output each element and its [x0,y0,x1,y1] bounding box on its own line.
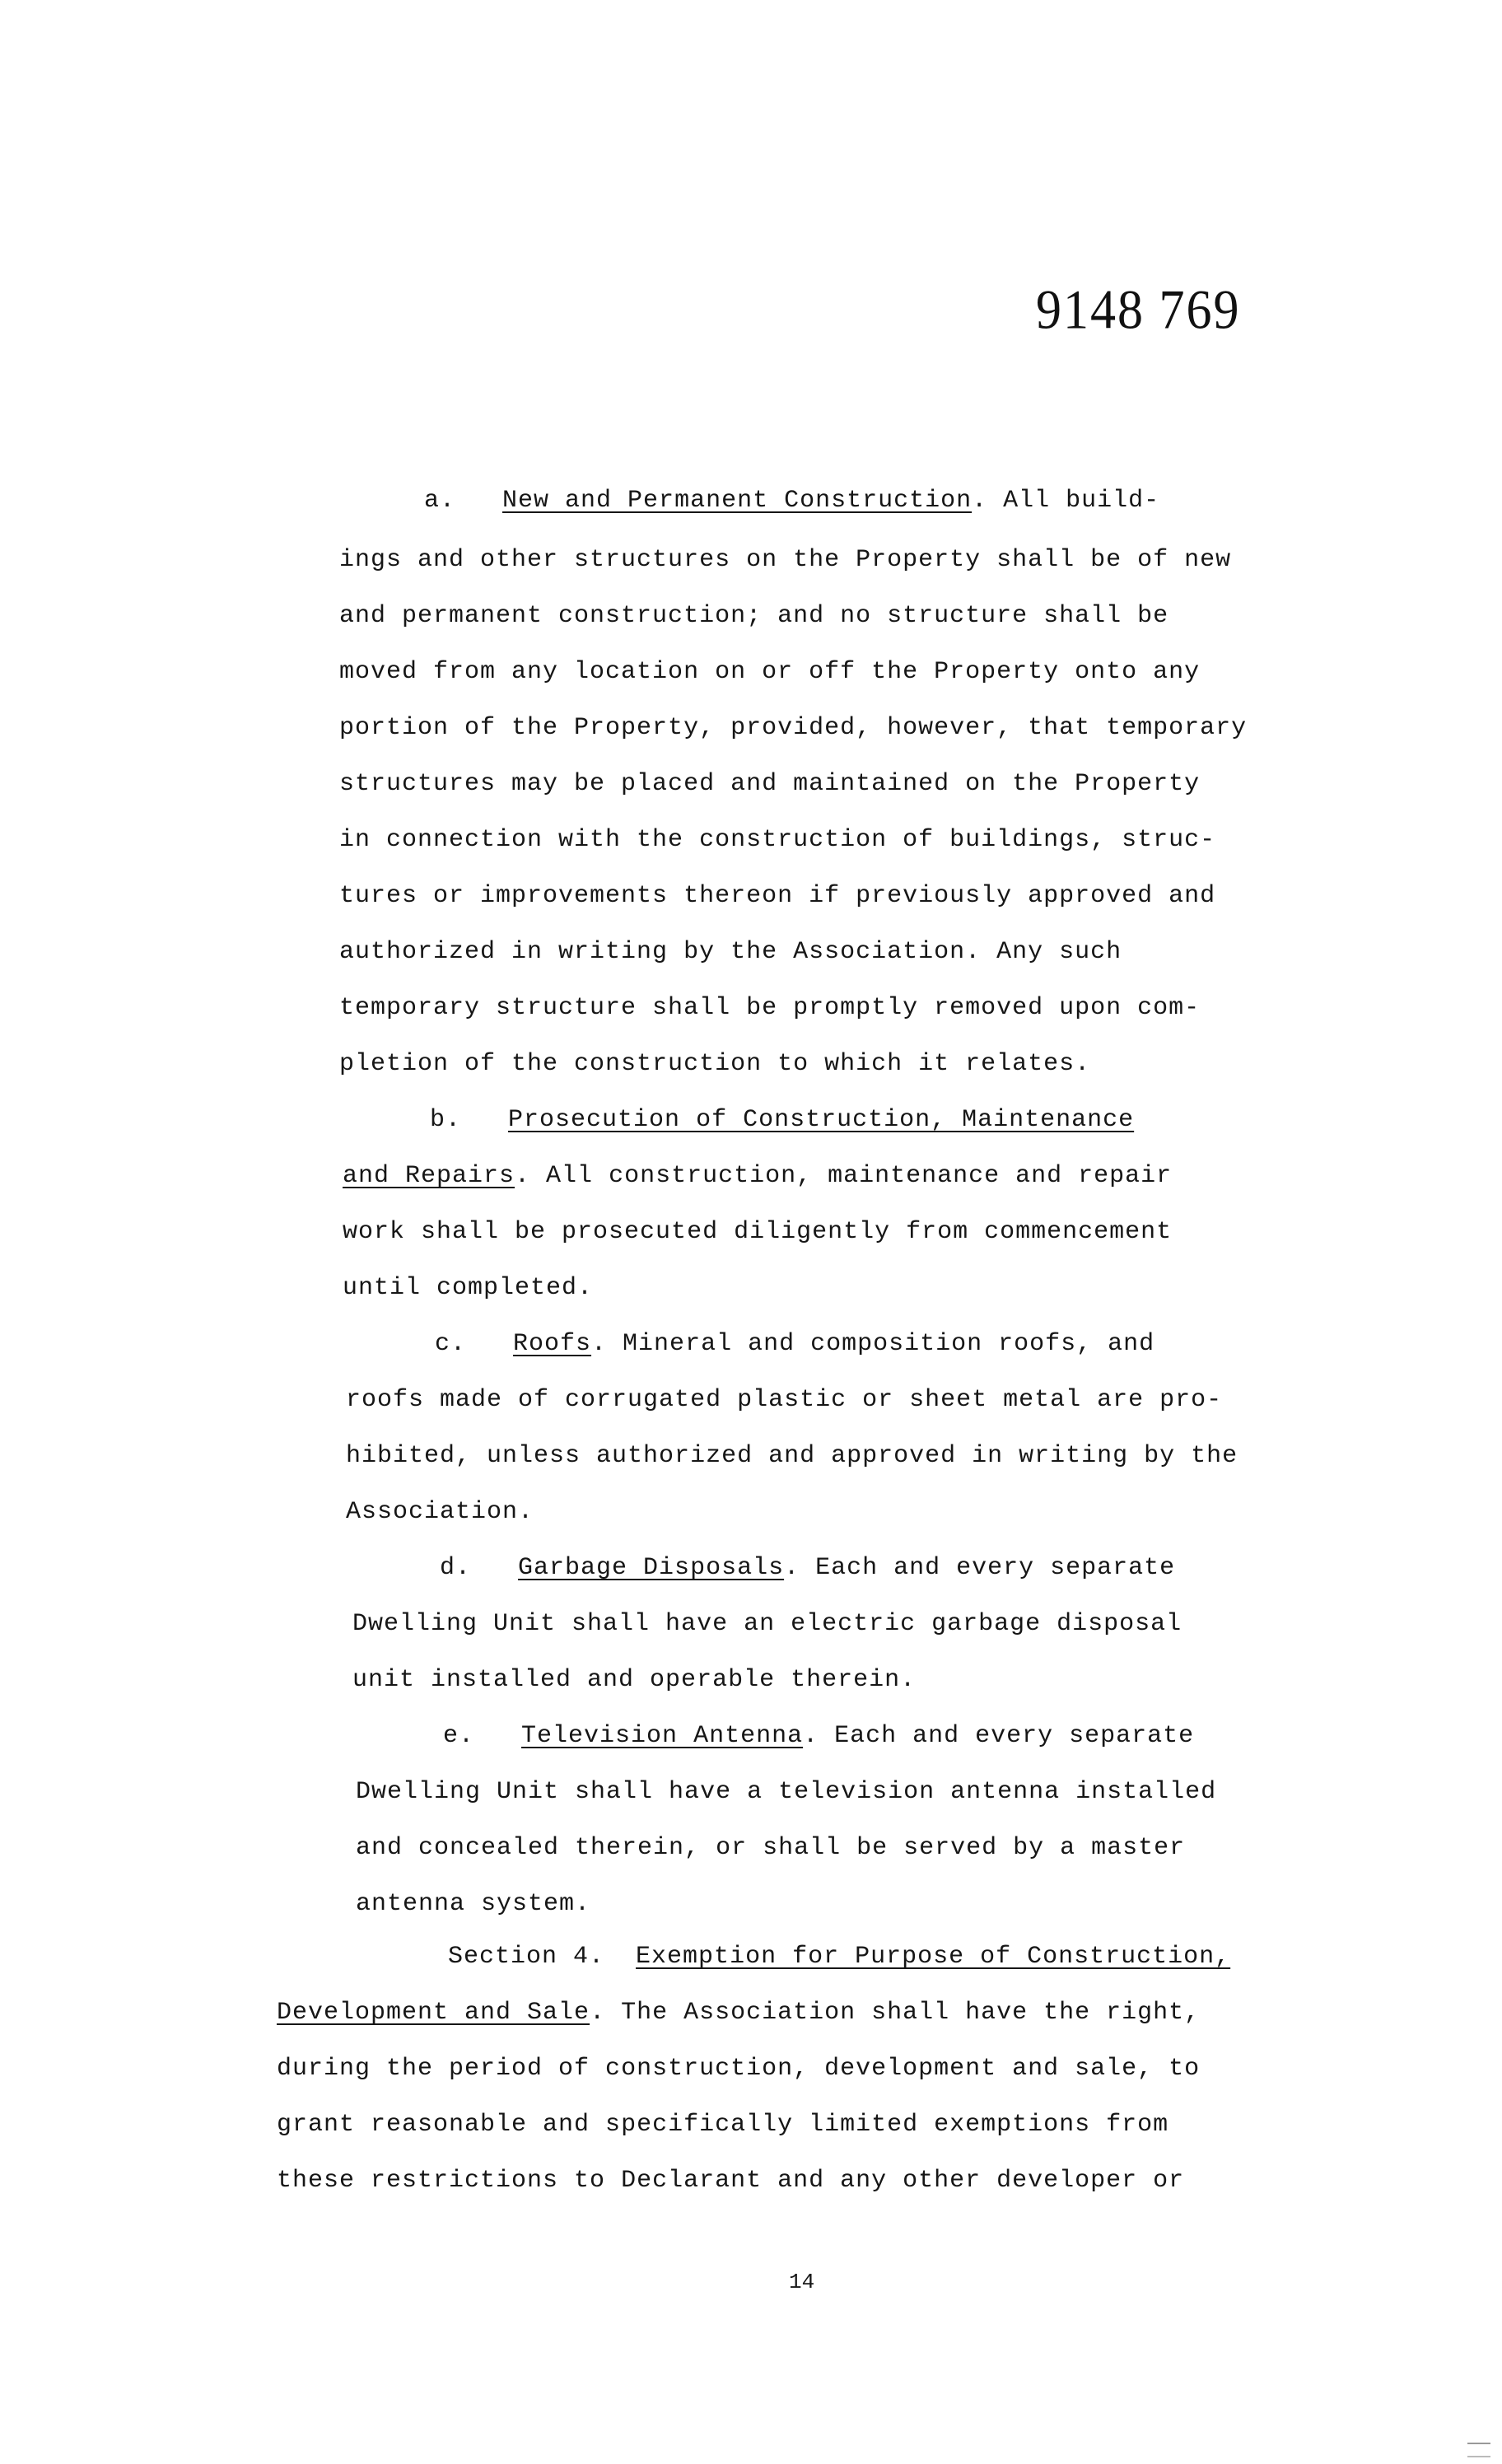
paragraph-a-marker: a. [424,487,456,515]
paragraph-d-line: Dwelling Unit shall have an electric garbage disposal [352,1610,1182,1638]
paragraph-e-first-line [443,1720,1194,1752]
paragraph-a-line: structures may be placed and maintained on the Property [339,770,1201,798]
paragraph-a-heading: New and Permanent Construction [502,487,973,515]
section-4-line: during the period of construction, development and sale, to [277,2055,1201,2083]
section-4-first-line [448,1940,1230,1973]
paragraph-a-line: ings and other structures on the Property shall be of new [339,546,1232,574]
paragraph-e-first-line-text: . Each and every separate [803,1722,1195,1750]
paragraph-c-line: Association. [346,1498,534,1526]
section-4-line: these restrictions to Declarant and any other developer or [277,2167,1185,2195]
paragraph-e-line: antenna system. [356,1890,591,1918]
paragraph-b-second-line-text: . All construction, maintenance and repair [515,1162,1173,1190]
paragraph-d-line: unit installed and operable therein. [352,1666,917,1694]
paragraph-c-first-line [435,1328,1154,1360]
paragraph-a-line: temporary structure shall be promptly removed upon com- [339,994,1201,1022]
paragraph-e-marker: e. [443,1722,475,1750]
section-4-heading: Exemption for Purpose of Construction, [636,1943,1231,1971]
paragraph-a-line: moved from any location on or off the Property onto any [339,658,1201,686]
paragraph-e-heading: Television Antenna [521,1722,804,1750]
section-4-line: grant reasonable and specifically limited exemptions from [277,2111,1169,2139]
paragraph-c-line: roofs made of corrugated plastic or sheet metal are pro- [346,1386,1223,1414]
paragraph-b-line: until completed. [343,1274,594,1302]
page-number: 14 [789,2270,815,2294]
paragraph-b-heading: Prosecution of Construction, Maintenance [508,1106,1135,1134]
paragraph-a-first-line-text: . All build- [972,487,1160,515]
paragraph-d-marker: d. [440,1554,472,1582]
section-4-second-line [277,1996,1200,2029]
paragraph-b-second-line [343,1160,1172,1192]
paragraph-c-line: hibited, unless authorized and approved in writing by the [346,1442,1238,1470]
paragraph-b-marker: b. [430,1106,462,1134]
paragraph-c-marker: c. [435,1330,467,1358]
section-4-heading-continued: Development and Sale [277,1999,590,2027]
paragraph-d-first-line-text: . Each and every separate [784,1554,1176,1582]
corner-scan-mark [1467,2443,1490,2457]
paragraph-d-first-line [440,1552,1175,1584]
recording-stamp: 9148 769 [1036,279,1241,341]
paragraph-a-line: pletion of the construction to which it relates. [339,1050,1091,1078]
paragraph-a-first-line [424,484,1159,517]
paragraph-d-heading: Garbage Disposals [518,1554,785,1582]
paragraph-e-line: Dwelling Unit shall have a television antenna installed [356,1778,1217,1806]
section-4-label: Section 4. [448,1943,605,1971]
paragraph-c-first-line-text: . Mineral and composition roofs, and [591,1330,1155,1358]
paragraph-a-line: and permanent construction; and no structure shall be [339,602,1169,630]
paragraph-e-line: and concealed therein, or shall be served by a master [356,1834,1186,1862]
paragraph-a-line: in connection with the construction of buildings, struc- [339,826,1216,854]
paragraph-b-first-line [430,1104,1134,1136]
paragraph-b-line: work shall be prosecuted diligently from commencement [343,1218,1173,1246]
paragraph-a-line: portion of the Property, provided, however, that temporary [339,714,1248,742]
paragraph-a-line: tures or improvements thereon if previously approved and [339,882,1216,910]
section-4-second-line-text: . The Association shall have the right, [590,1999,1201,2027]
paragraph-c-heading: Roofs [513,1330,592,1358]
paragraph-b-heading-continued: and Repairs [343,1162,515,1190]
paragraph-a-line: authorized in writing by the Association. Any such [339,938,1122,966]
